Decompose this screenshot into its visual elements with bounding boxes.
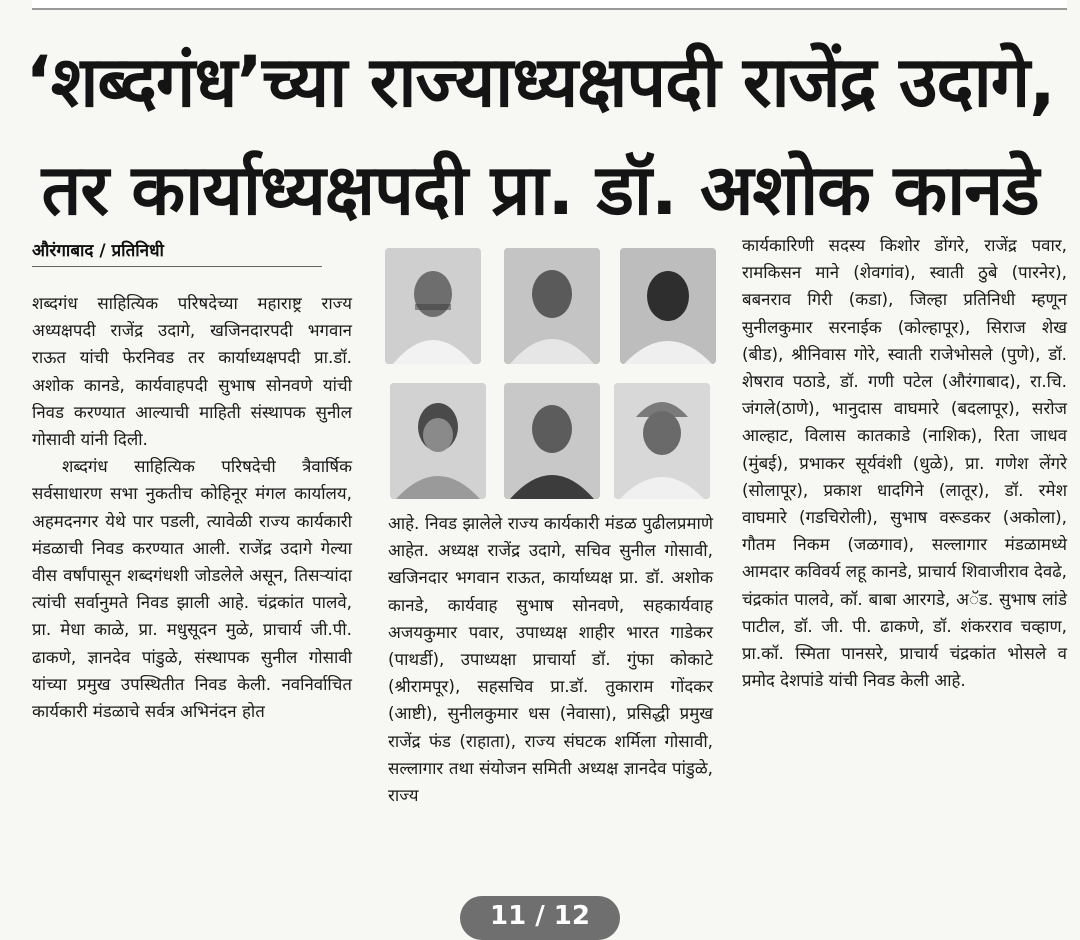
page-top-strip <box>32 0 1067 10</box>
article-column-2 <box>388 510 713 809</box>
byline: औरंगाबाद / प्रतिनिधी <box>32 241 164 261</box>
page-indicator[interactable]: 11 / 12 <box>460 896 620 940</box>
portrait-photo-4 <box>390 383 486 499</box>
portrait-photo-6 <box>614 383 710 499</box>
portrait-photo-2 <box>504 248 600 364</box>
portrait-photo-1 <box>385 248 481 364</box>
column1-paragraph-1: शब्दगंध साहित्यिक परिषदेच्या महाराष्ट्र राज्य अध्यक्षपदी राजेंद्र उदागे, खजिनदारपदी भगवान राऊत यांची फेरनिवड तर कार्याध्यक्षपदी प्रा.डॉ. अशोक कानडे, कार्यवाहपदी सुभाष सोनवणे यांची निवड करण्यात आल्याची माहिती संस्थापक सुनील गोसावी यांनी दिली. <box>32 293 352 450</box>
article-column-3 <box>742 232 1067 694</box>
column2-paragraph: आहे. निवड झालेले राज्य कार्यकारी मंडळ पुढीलप्रमाणे आहेत. अध्यक्ष राजेंद्र उदागे, सचिव सुनील गोसावी, खजिनदार भगवान राऊत, कार्याध्यक्ष प्रा. डॉ. अशोक कानडे, कार्यवाह सुभाष सोनवणे, सहकार्यवाह अजयकुमार पवार, उपाध्यक्ष शाहीर भारत गाडेकर (पाथर्डी), उपाध्यक्षा प्राचार्या डॉ. गुंफा कोकाटे (श्रीरामपूर), सहसचिव प्रा.डॉ. तुकाराम गोंदकर (आष्टी), सुनीलकुमार धस (नेवासा), प्रसिद्धी प्रमुख राजेंद्र फंड (राहाता), राज्य संघटक शर्मिला गोसावी, सल्लागार तथा संयोजन समिती अध्यक्ष ज्ञानदेव पांडुळे, राज्य <box>388 513 713 806</box>
portrait-photo-3 <box>620 248 716 364</box>
column3-paragraph: कार्यकारिणी सदस्य किशोर डोंगरे, राजेंद्र पवार, रामकिसन माने (शेवगांव), स्वाती ठुबे (पारनेर), बबनराव गिरी (कडा), जिल्हा प्रतिनिधी म्हणून सुनीलकुमार सरनाईक (कोल्हापूर), सिराज शेख (बीड), श्रीनिवास गोरे, स्वाती राजेभोसले (पुणे), डॉ. शेषराव पठाडे, डॉ. गणी पटेल (औरंगाबाद), रा.चि. जंगले(ठाणे), भानुदास वाघमारे (बदलापूर), सरोज आल्हाट, विलास कातकाडे (नाशिक), रिता जाधव (मुंबई), प्रभाकर सूर्यवंशी (धुळे), प्रा. गणेश लेंगरे (सोलापूर), प्रकाश धादगिने (लातूर), डॉ. रमेश वाघमारे (गडचिरोली), सुभाष वरूडकर (अकोला), गौतम निकम (जळगाव), सल्लागार मंडळामध्ये आमदार कविवर्य लहू कानडे, प्राचार्य शिवाजीराव देवढे, चंद्रकांत पालवे, कॉ. बाबा आरगडे, अॅड. सुभाष लांडे पाटील, डॉ. जी. पी. ढाकणे, डॉ. शंकरराव चव्हाण, प्रा.कॉ. स्मिता पानसरे, प्राचार्य चंद्रकांत भोसले व प्रमोद देशपांडे यांची निवड केली आहे. <box>742 235 1067 691</box>
headline-line-2: तर कार्याध्यक्षपदी प्रा. डॉ. अशोक कानडे <box>41 149 1039 231</box>
column1-paragraph-2: शब्दगंध साहित्यिक परिषदेची त्रैवार्षिक सर्वसाधारण सभा नुकतीच कोहिनूर मंगल कार्यालय, अहमदनगर येथे पार पडली, त्यावेळी राज्य कार्यकारी मंडळाची निवड करण्यात आली. राजेंद्र उदागे गेल्या वीस वर्षांपासून ‌शब्दगंध‌शी जोडलेले असून, तिसऱ्यांदा त्यांची सर्वानुमते निवड झाली आहे. चंद्रकांत पालवे, प्रा. मेधा काळे, प्रा. मधुसूदन मुळे, प्राचार्य जी.पी. ढाकणे, ज्ञानदेव पांडुळे, संस्थापक सुनील गोसावी यांच्या प्रमुख उपस्थितीत निवड केली. नवनिर्वाचित कार्यकारी मंडळाचे सर्वत्र अभिनंदन होत <box>32 456 352 722</box>
byline-divider <box>32 266 322 267</box>
portrait-photo-5 <box>504 383 600 499</box>
article-column-1 <box>32 290 352 725</box>
headline-line-1: ‘शब्दगंध’च्या राज्याध्यक्षपदी राजेंद्र उदागे, <box>25 41 1055 123</box>
